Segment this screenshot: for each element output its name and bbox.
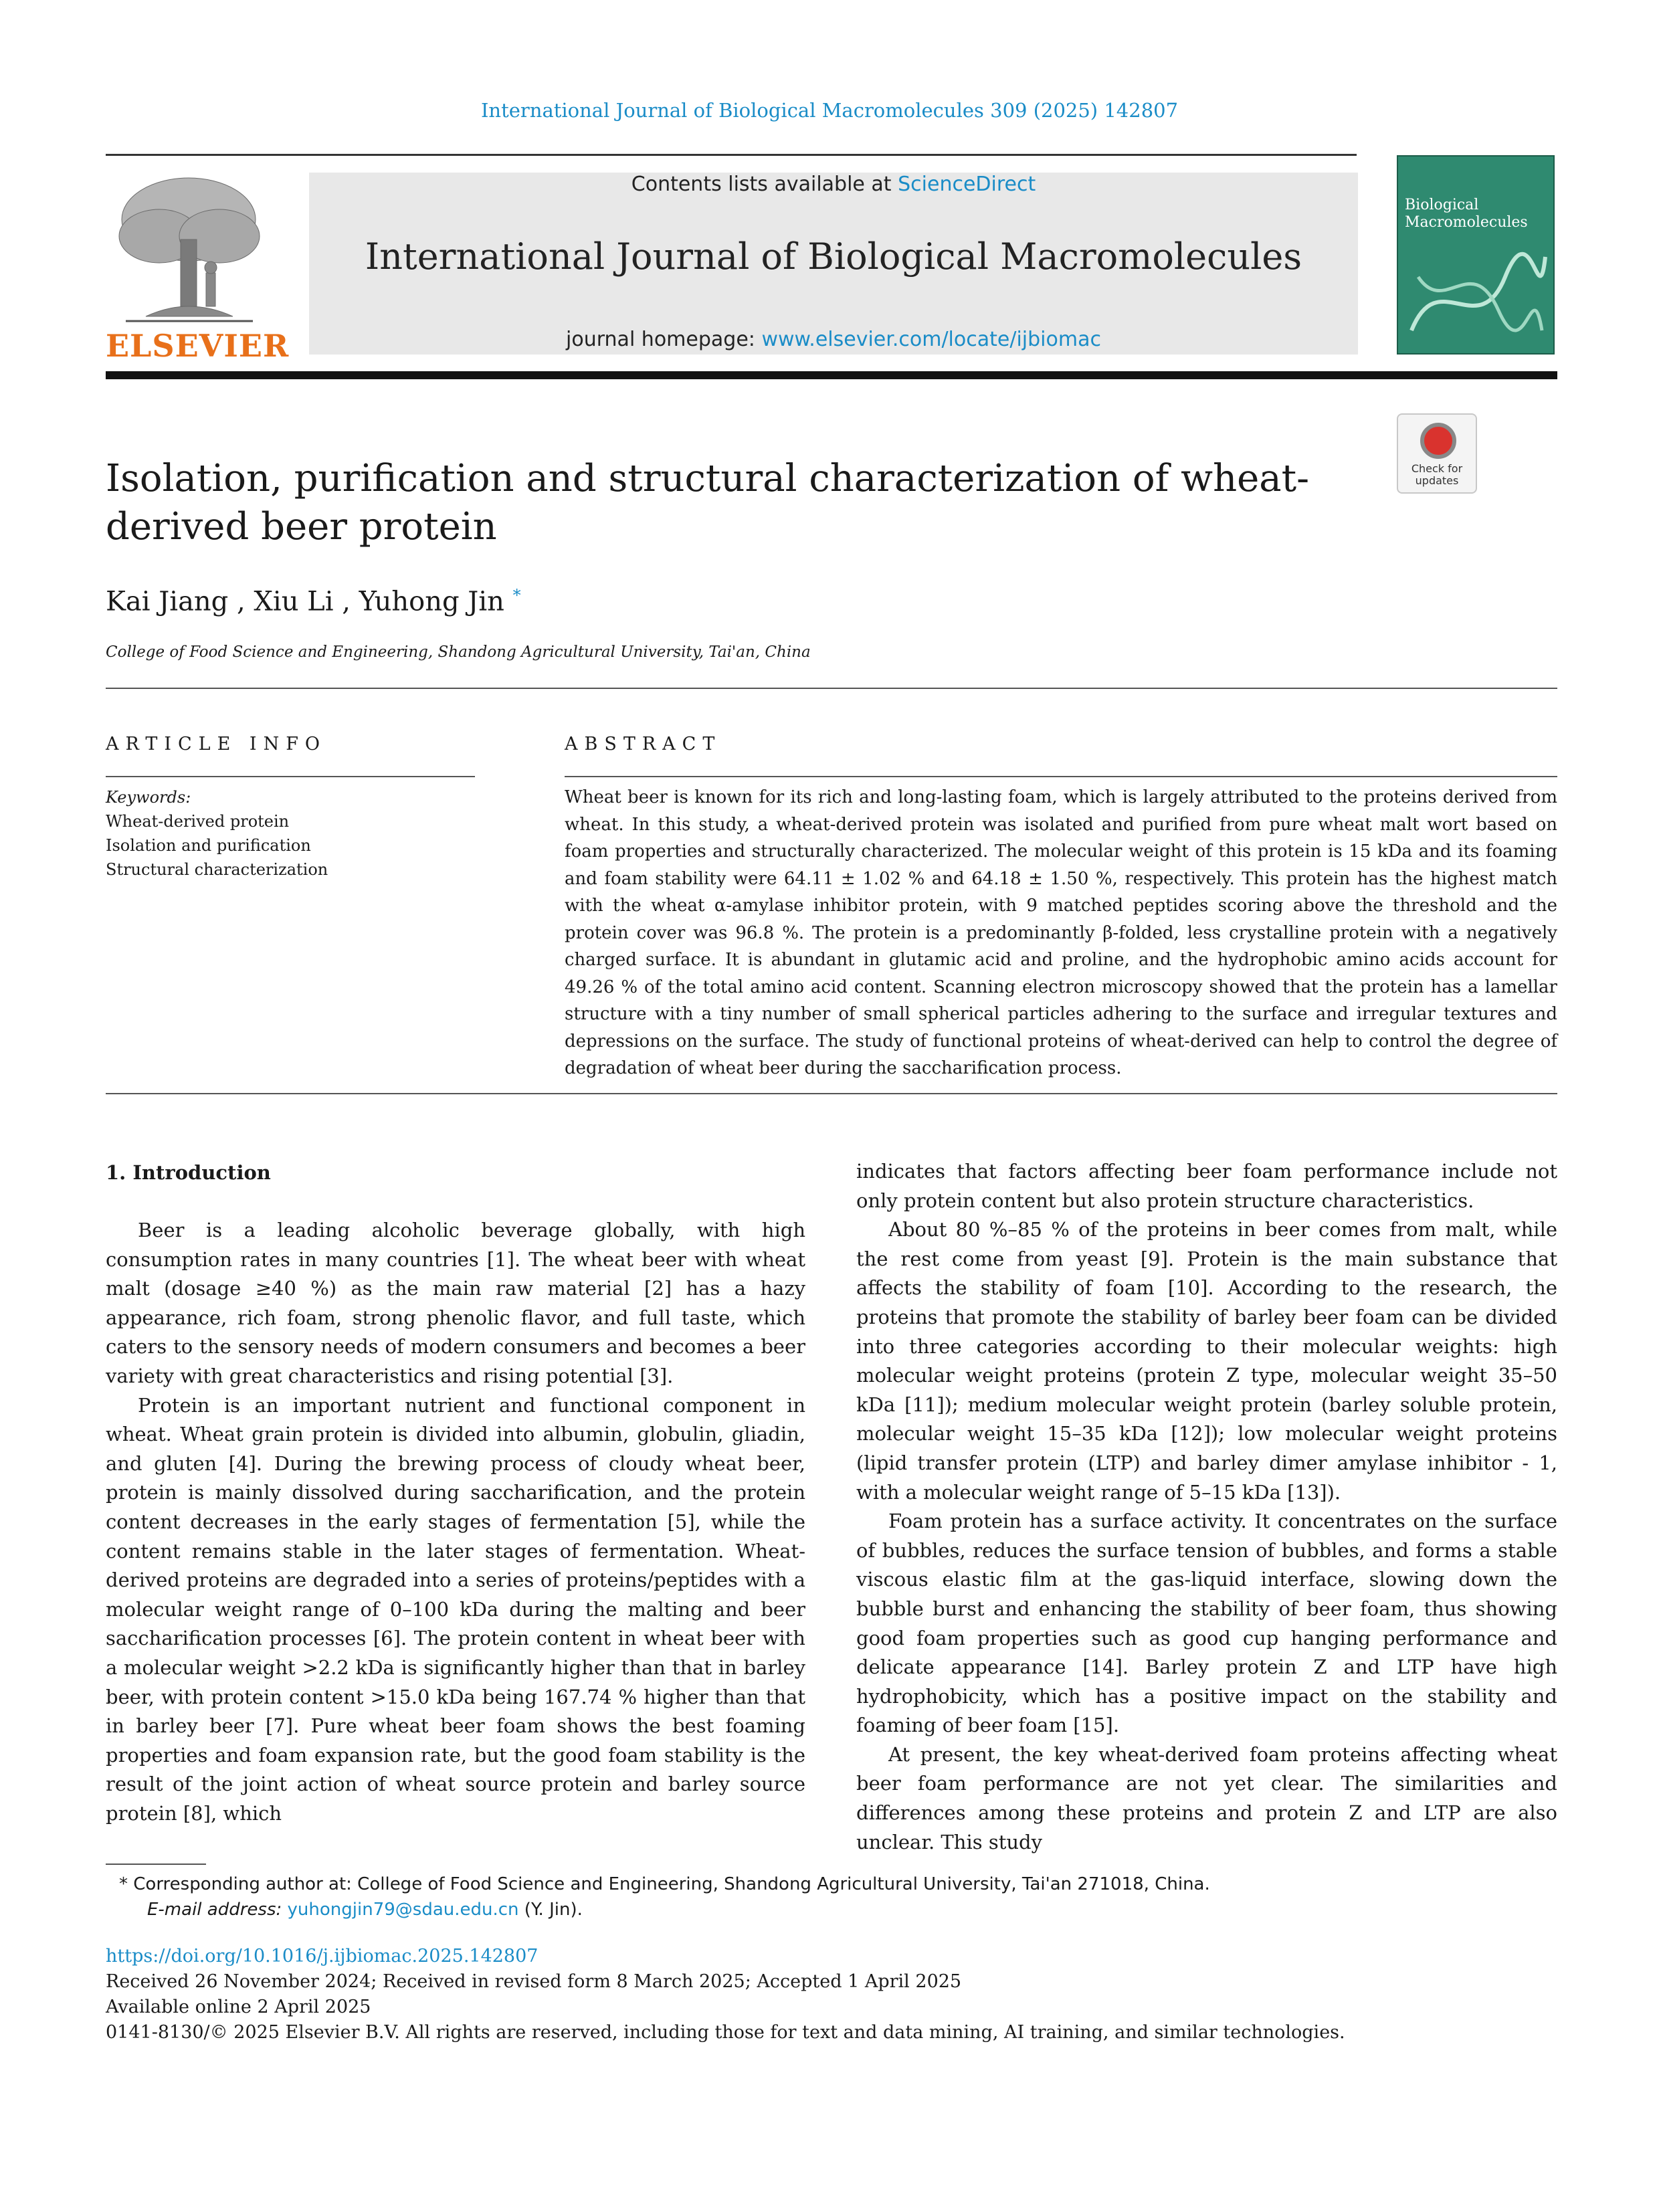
body-paragraph: About 80 %–85 % of the proteins in beer comes from malt, while the rest come from yeast [9]. Protein is the main substance that affects the stability of foam [10]. According to the research, the proteins that promote the stability of barley beer foam can be divided into three categories according to their molecular weights: high molecular weight proteins (protein Z type, molecular weight 35–50 kDa [11]); medium molecular weight protein (barley soluble protein, molecular weight 15–35 kDa [12]); low molecular weight proteins (lipid transfer protein (LTP) and barley dimer amylase inhibitor - 1, with a molecular weight range of 5–15 kDa [13]). xyxy=(856,1218,1557,1504)
keywords-block xyxy=(106,785,328,882)
header-thick-rule xyxy=(106,371,1557,379)
affiliation: College of Food Science and Engineering, Shandong Agricultural University, Tai'an, China xyxy=(106,643,811,661)
abstract-heading: ABSTRACT xyxy=(565,734,722,755)
keyword-item: Isolation and purification xyxy=(106,836,311,855)
contents-prefix: Contents lists available at xyxy=(631,173,898,196)
abstract-rule xyxy=(565,776,1557,777)
body-paragraph: Beer is a leading alcoholic beverage globally, with high consumption rates in many countries [1]. The wheat beer with wheat malt (dosage ≥40 %) as the main raw material [2] has a hazy appearance, rich foam, strong phenolic flavor, and full taste, which caters to the sensory needs of modern consumers and becomes a beer variety with great characteristics and rising potential [3]. xyxy=(106,1219,805,1387)
check-for-updates-badge[interactable] xyxy=(1397,413,1477,494)
corresponding-mark[interactable]: * xyxy=(512,586,521,605)
keywords-label: Keywords: xyxy=(106,788,191,807)
sciencedirect-link[interactable]: ScienceDirect xyxy=(898,173,1036,196)
article-info-heading: ARTICLE INFO xyxy=(106,734,327,755)
cover-title: Biological Macromolecules xyxy=(1405,197,1528,231)
footnote-rule xyxy=(106,1864,206,1865)
homepage-link[interactable]: www.elsevier.com/locate/ijbiomac xyxy=(761,328,1101,351)
email-link[interactable]: yuhongjin79@sdau.edu.cn xyxy=(287,1900,519,1920)
doi-link[interactable]: https://doi.org/10.1016/j.ijbiomac.2025.142807 xyxy=(106,1946,539,1967)
journal-reference[interactable]: International Journal of Biological Macromolecules 309 (2025) 142807 xyxy=(480,99,1179,122)
body-paragraph-continued: indicates that factors affecting beer foam performance include not only protein content but also protein structure characteristics. xyxy=(856,1160,1557,1212)
homepage-line xyxy=(309,328,1358,351)
journal-title: International Journal of Biological Macromolecules xyxy=(365,235,1302,278)
publisher-name: ELSEVIER xyxy=(106,328,290,364)
footnote-affiliation: * Corresponding author at: College of Food Science and Engineering, Shandong Agricultural University, Tai'an 271018, China. xyxy=(119,1874,1210,1894)
keyword-item: Structural characterization xyxy=(106,860,328,879)
authors-text: Kai Jiang , Xiu Li , Yuhong Jin xyxy=(106,586,504,617)
author-list xyxy=(106,586,521,617)
keyword-item: Wheat-derived protein xyxy=(106,812,290,831)
contents-line xyxy=(309,173,1358,196)
article-title: Isolation, purification and structural characterization of wheat-derived beer protein xyxy=(106,457,1310,548)
footnote-email-line xyxy=(119,1897,1210,1922)
copyright-notice: 0141-8130/© 2025 Elsevier B.V. All rights are reserved, including those for text and data mining, AI training, and similar technologies. xyxy=(106,2022,1345,2043)
body-paragraph: Foam protein has a surface activity. It concentrates on the surface of bubbles, reduces the surface tension of bubbles, and forms a stable viscous elastic film at the gas-liquid interface, slowing down the bubble burst and enhancing the stability of beer foam, thus showing good foam properties such as good cup hanging performance and delicate appearance [14]. Barley protein Z and LTP have high hydrophobicity, which has a positive impact on the stability and foaming of beer foam [15]. xyxy=(856,1510,1557,1737)
email-suffix: (Y. Jin). xyxy=(518,1900,583,1920)
homepage-prefix: journal homepage: xyxy=(566,328,762,351)
bookmark-icon xyxy=(1420,423,1456,459)
publication-info xyxy=(106,1944,1345,2045)
section-rule xyxy=(106,688,1557,689)
body-column-right xyxy=(856,1157,1557,1857)
email-label: E-mail address: xyxy=(147,1900,282,1920)
received-dates: Received 26 November 2024; Received in revised form 8 March 2025; Accepted 1 April 2025 xyxy=(106,1971,962,1992)
header-rule xyxy=(106,154,1357,156)
article-info-rule xyxy=(106,776,475,777)
introduction-heading: 1. Introduction xyxy=(106,1161,271,1184)
cover-protein-graphic xyxy=(1398,237,1553,350)
corresponding-author-footnote xyxy=(119,1872,1210,1922)
available-online: Available online 2 April 2025 xyxy=(106,1997,371,2017)
body-column-left xyxy=(106,1216,805,1828)
body-paragraph: Protein is an important nutrient and functional component in wheat. Wheat grain protein is divided into albumin, globulin, gliadin, and gluten [4]. During the brewing process of cloudy wheat beer, protein is mainly dissolved during saccharification, and the protein content decreases in the early stages of fermentation [5], while the content remains stable in the later stages of fermentation. Wheat-derived proteins are degraded into a series of proteins/peptides with a molecular weight range of 0–100 kDa during the malting and beer saccharification processes [6]. The protein content in wheat beer with a molecular weight >2.2 kDa is significantly higher than that in barley beer, with protein content >15.0 kDa being 167.74 % higher than that in barley beer [7]. Pure wheat beer foam shows the best foaming properties and foam expansion rate, but the good foam stability is the result of the joint action of wheat source protein and barley source protein [8], which xyxy=(106,1393,805,1825)
body-paragraph: At present, the key wheat-derived foam proteins affecting wheat beer foam performance are not yet clear. The similarities and differences among these proteins and protein Z and LTP are also unclear. This study xyxy=(856,1742,1557,1853)
check-updates-label: Check for updates xyxy=(1411,462,1463,487)
abstract-bottom-rule xyxy=(106,1093,1557,1094)
abstract-text: Wheat beer is known for its rich and long-lasting foam, which is largely attributed to the proteins derived from wheat. In this study, a wheat-derived protein was isolated and purified from pure wheat malt wort based on foam properties and structurally characterized. The molecular weight of this protein is 15 kDa and its foaming and foam stability were 64.11 ± 1.02 % and 64.18 ± 1.50 %, respectively. This protein has the highest match with the wheat α-amylase inhibitor protein, with 9 matched peptides scoring above the threshold and the protein cover was 96.8 %. The protein is a predominantly β-folded, less crystalline protein with a negatively charged surface. It is abundant in glutamic acid and proline, and the hydrophobic amino acids account for 49.26 % of the total amino acid content. Scanning electron microscopy showed that the protein has a lamellar structure with a tiny number of small spherical particles adhering to the surface and irregular textures and depressions on the surface. The study of functional proteins of wheat-derived can help to control the degree of degradation of wheat beer during the saccharification process. xyxy=(565,787,1557,1078)
journal-cover-image[interactable] xyxy=(1397,155,1555,355)
